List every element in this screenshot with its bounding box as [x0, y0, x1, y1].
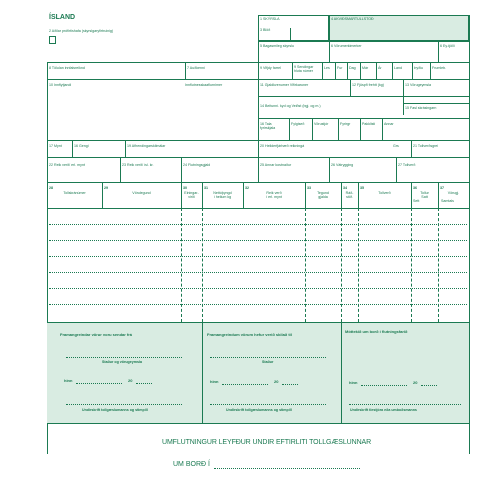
field-9-option[interactable]: Land [394, 66, 402, 70]
field-9-option[interactable]: Dag [349, 66, 356, 70]
col-header-num: 36 [413, 186, 417, 190]
col-header-label: Vörulegund [132, 191, 151, 195]
col-header-num: 34 [343, 186, 347, 190]
box2-hinn: hinn [210, 379, 219, 384]
field-1-label: 1 SKÝRSLA [260, 17, 280, 21]
col-header-label: Reik verð í erl. mynt [266, 191, 282, 199]
box1-line-label: Staður og vörugeymsla [102, 360, 142, 364]
field-8-label: 8 Tölulan innfalsreiknd [49, 66, 85, 70]
field-19-label: 19 Afhendingarskilmálar [127, 144, 166, 148]
table-row[interactable] [49, 224, 467, 225]
table-row[interactable] [49, 288, 467, 289]
table-row[interactable] [49, 304, 467, 305]
box1-year: 20 [128, 378, 133, 383]
form-title: ÍSLAND [49, 14, 76, 21]
field-9-option[interactable]: Már [362, 66, 369, 70]
box3-sign: Undirskrift tlestjóra eða umboðsmanns [350, 408, 417, 412]
col-header-num: 33 [307, 186, 311, 190]
col-header-num: 35 [360, 186, 364, 190]
col-header-num: 29 [104, 186, 108, 190]
field-9-option[interactable]: Ár [378, 66, 382, 70]
col-37-sub: Samtals [441, 199, 454, 203]
col-header-num: 31 [204, 186, 208, 190]
field-16-option[interactable]: Pakklisti [362, 122, 376, 126]
table-row[interactable] [49, 256, 467, 257]
col-header-label: Einingar- virði [184, 191, 199, 199]
col-header-num: 30 [183, 186, 187, 190]
field-7-label: 7 Auðkenni [187, 66, 205, 70]
field-23-label: 23 Reik verð/ ísl. kr. [122, 163, 154, 167]
col-36-sub: Sett [413, 199, 420, 203]
field-22-label: 22 Reik verð/ erl. mynt [49, 163, 85, 167]
field-21-label: 21 Tollverðsgrei [413, 144, 439, 148]
field-9-option[interactable]: Frumleb. [432, 66, 447, 70]
field-6-label: 6 Vörumerkimerker [331, 44, 362, 48]
field-13-label: 13 Vörugeymsla [405, 83, 431, 87]
field-14-label: 14 Beitunni. kyd og Veiðst (bgj. og m.) [260, 104, 321, 108]
table-row[interactable] [49, 272, 467, 273]
col-header-label: Nettóþyngd í heilum kg [213, 191, 232, 199]
field-9-option[interactable]: Les [324, 66, 330, 70]
field-16-option[interactable]: Fyrirgr [340, 122, 351, 126]
col-header-label: Tollverð [378, 191, 391, 195]
field-16-option[interactable]: Vörustjór [314, 122, 329, 126]
col-header-label: Vörugj. [447, 191, 460, 195]
field-16-option[interactable]: Annar [384, 122, 394, 126]
field-25-label: 25 Annar kostnaður [260, 163, 292, 167]
box3-title: Móttekið um borð í flutningsfarið [345, 329, 408, 334]
box1-hinn: hinn [64, 378, 73, 383]
box3-hinn: hinn [349, 380, 358, 385]
col-header-label: Tollskránúmer [63, 191, 86, 195]
field-16-label: 16 Tala fyrirskjala [260, 122, 276, 130]
field-4-label: 4 AKVIÐSMARTULLSTOÐ [331, 17, 374, 21]
col-header-num: 32 [245, 186, 249, 190]
field-27-label: 27 Tollverð [398, 163, 416, 167]
col-header-num: 37 [440, 186, 444, 190]
field-11-label: 11 Gjaldkvenumer Vifirkaruner [260, 83, 309, 87]
field-6b-label: 6 Ey-tjölli [440, 44, 455, 48]
col-header-label: Tollur Satt [420, 191, 429, 199]
footer-line-2: UM BORÐ Í [173, 461, 210, 468]
box3-year: 20 [413, 380, 418, 385]
field-15-label: 15 Fasl skrásingarn [405, 106, 437, 110]
field-2-label: 2 Aðilar prófirtishafa (skyrslgaryfirtruinig) [49, 29, 114, 33]
field-16-option[interactable]: Fylgiseð [291, 122, 305, 126]
col-header-label: Ráð- stöf. [345, 191, 354, 199]
checkbox-field-2[interactable] [49, 36, 56, 44]
field-17-label: 17 Mynt [49, 144, 62, 148]
field-3-label: 3 Blöð [260, 28, 271, 32]
footer-line-1: UMFLUTNINGUR LEYFÐUR UNDIR EFTIRLITI TOLLGÆSLUNNAR [162, 439, 372, 446]
field-9b-label: 9 Sendingar hluta númer [294, 65, 314, 73]
field-16b-label: 16 Gengi [74, 144, 89, 148]
col-header-num: 28 [49, 186, 53, 190]
field-26-label: 26 Vátrygging [331, 163, 354, 167]
box2-sign: Undirskrift tollgæslumanns og stimpill [226, 408, 292, 412]
box1-title: Framangreindar vörur voru sendar frá [60, 332, 133, 337]
field-24-label: 24 Flutningsgjald [183, 163, 211, 167]
table-row[interactable] [49, 240, 467, 241]
field-10b-label: Innflutnesskaaflurnimer [185, 83, 223, 87]
box2-line-label: Staður [262, 360, 274, 364]
field-20b-label: Grs [393, 144, 399, 148]
field-9-option[interactable]: Þyðiu [414, 66, 423, 70]
box1-sign: Undirskrift tollgæslumanns og stimpill [82, 408, 148, 412]
field-10-label: 10 Innflytjandi [49, 83, 72, 87]
field-5-label: 5 Bagasmileg skyrslu [260, 44, 294, 48]
field-9-label: 9 Vifjdy farrel [260, 66, 281, 70]
field-9-option[interactable]: Fur [337, 66, 343, 70]
footer-vessel-line[interactable] [214, 468, 360, 469]
field-20-label: 20 Heilderfjárhæð reikningá [260, 144, 305, 148]
box2-year: 20 [274, 379, 279, 384]
field-12-label: 12 Fjüspfi frehtt (kg) [352, 83, 384, 87]
col-header-label: Tegund gjalda [317, 191, 329, 199]
box2-title: Framangreindum vörum hefur verið skilað til [207, 332, 292, 337]
